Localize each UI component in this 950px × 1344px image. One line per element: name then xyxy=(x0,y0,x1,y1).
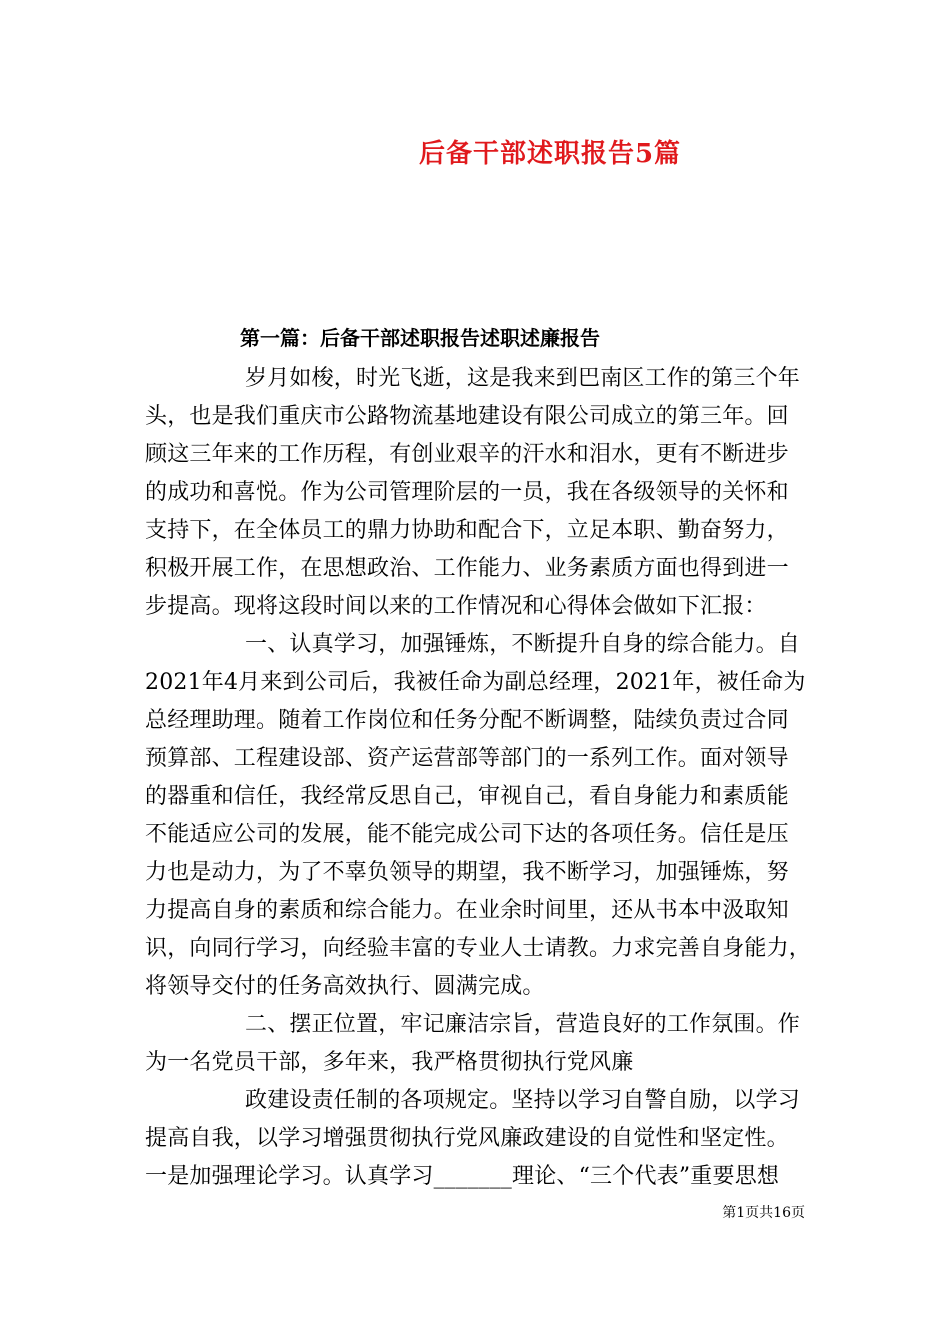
paragraph-line: 将领导交付的任务高效执行、圆满完成。 xyxy=(145,974,545,999)
paragraph-line: 2021年4月来到公司后，我被任命为副总经理，2021年，被任命为 xyxy=(145,670,806,695)
paragraph-line: 不能适应公司的发展，能不能完成公司下达的各项任务。信任是压 xyxy=(145,822,789,847)
paragraph-line: 预算部、工程建设部、资产运营部等部门的一系列工作。面对领导 xyxy=(145,746,789,771)
paragraph-line: 的器重和信任，我经常反思自己，审视自己，看自身能力和素质能 xyxy=(145,784,789,809)
paragraph-line: 政建设责任制的各项规定。坚持以学习自警自励，以学习 xyxy=(245,1088,801,1113)
paragraph-line: 一、认真学习，加强锤炼，不断提升自身的综合能力。自 xyxy=(245,632,801,657)
body-text xyxy=(145,360,815,1196)
paragraph-line: 积极开展工作，在思想政治、工作能力、业务素质方面也得到进一 xyxy=(145,556,789,581)
paragraph-line: 的成功和喜悦。作为公司管理阶层的一员，我在各级领导的关怀和 xyxy=(145,480,789,505)
paragraph-line: 顾这三年来的工作历程，有创业艰辛的汗水和泪水，更有不断进步 xyxy=(145,442,789,467)
paragraph-line: 岁月如梭，时光飞逝，这是我来到巴南区工作的第三个年 xyxy=(245,366,801,391)
paragraph-line: 一是加强理论学习。认真学习_______理论、“三个代表”重要思想 xyxy=(145,1164,780,1189)
paragraph-line: 支持下，在全体员工的鼎力协助和配合下，立足本职、勤奋努力， xyxy=(145,518,789,543)
paragraph-line: 二、摆正位置，牢记廉洁宗旨，营造良好的工作氛围。作 xyxy=(245,1012,801,1037)
paragraph-line: 总经理助理。随着工作岗位和任务分配不断调整，陆续负责过合同 xyxy=(145,708,789,733)
paragraph-line: 步提高。现将这段时间以来的工作情况和心得体会做如下汇报： xyxy=(145,594,767,619)
page-footer: 第1页共16页 xyxy=(722,1205,805,1221)
document-title: 后备干部述职报告5篇 xyxy=(418,139,682,169)
paragraph-line: 识，向同行学习，向经验丰富的专业人士请教。力求完善自身能力， xyxy=(145,936,812,961)
paragraph-line: 提高自我，以学习增强贯彻执行党风廉政建设的自觉性和坚定性。 xyxy=(145,1126,789,1151)
paragraph-line: 力提高自身的素质和综合能力。在业余时间里，还从书本中汲取知 xyxy=(145,898,789,923)
paragraph-line: 力也是动力，为了不辜负领导的期望，我不断学习，加强锤炼，努 xyxy=(145,860,789,885)
section-title: 第一篇：后备干部述职报告述职述廉报告 xyxy=(240,326,600,350)
paragraph-line: 为一名党员干部，多年来，我严格贯彻执行党风廉 xyxy=(145,1050,634,1075)
paragraph-line: 头，也是我们重庆市公路物流基地建设有限公司成立的第三年。回 xyxy=(145,404,789,429)
